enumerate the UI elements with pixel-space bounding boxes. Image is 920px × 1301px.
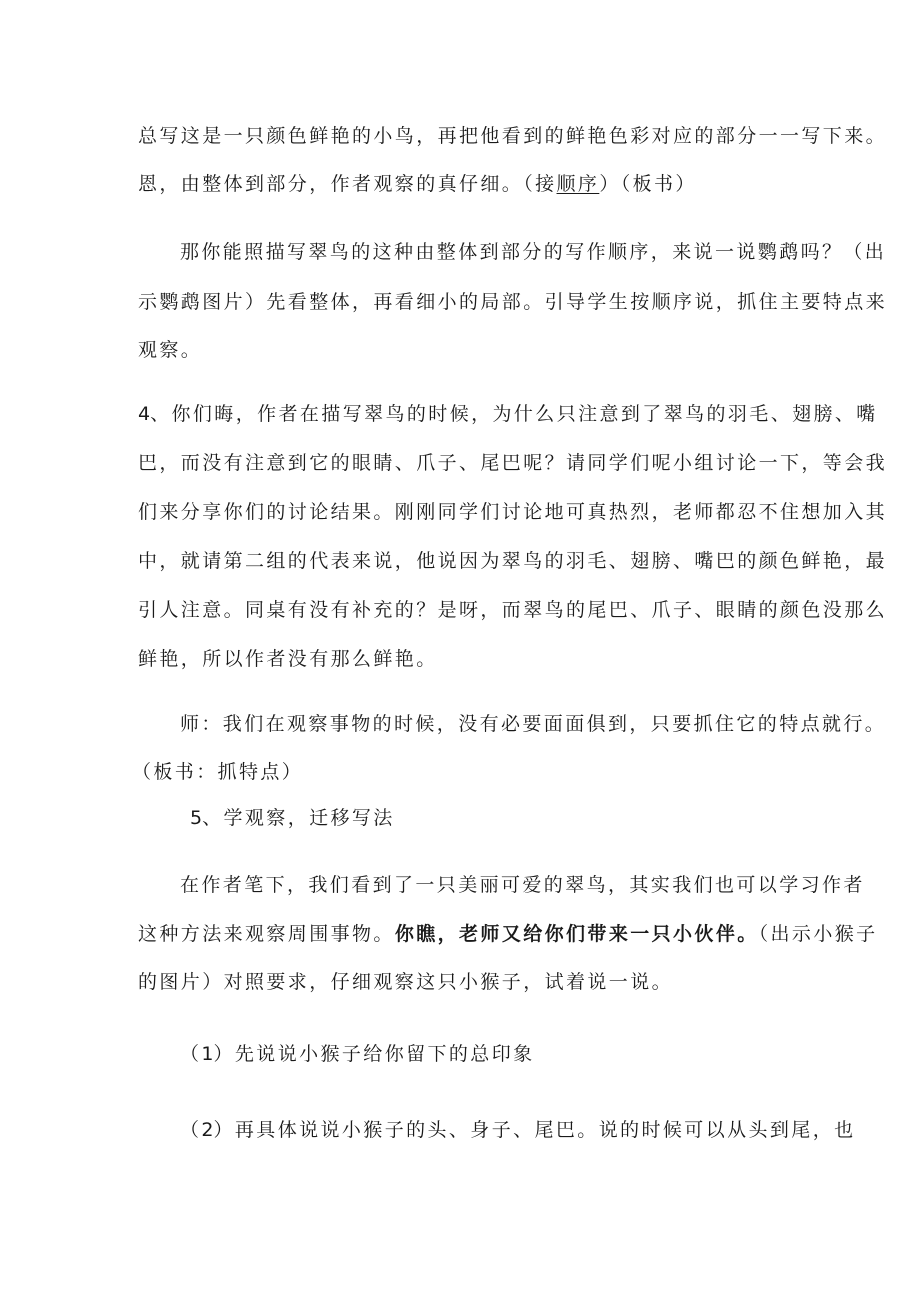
section-5-number: 5 [190, 807, 203, 829]
p3-line6: 鲜艳，所以作者没有那么鲜艳。 [138, 648, 438, 670]
p6-line2-text-b: （出示小猴子 [758, 923, 878, 945]
p6-line3: 的图片）对照要求，仔细观察这只小猴子，试着说一说。 [138, 971, 674, 993]
p3-line4: 中，就请第二组的代表来说，他说因为翠鸟的羽毛、翅膀、嘴巴的颜色鲜艳，最 [138, 550, 888, 572]
item-1 [180, 1042, 535, 1066]
p2-line3: 观察。 [138, 339, 203, 361]
p3-line2: 巴，而没有注意到它的眼睛、爪子、尾巴呢？请同学们呢小组讨论一下，等会我 [138, 452, 888, 474]
section-5-title: 、学观察，迁移写法 [202, 807, 395, 829]
item-2-open-paren: （ [180, 1119, 202, 1141]
p3-line5: 引人注意。同桌有没有补充的？是呀，而翠鸟的尾巴、爪子、眼睛的颜色没那么 [138, 599, 888, 621]
p1-line1: 总写这是一只颜色鲜艳的小鸟，再把他看到的鲜艳色彩对应的部分一一写下来。 [138, 125, 888, 147]
p1-line2-text-b: ）（板书） [599, 173, 697, 195]
p2-line1: 那你能照描写翠鸟的这种由整体到部分的写作顺序，来说一说鹦鹉吗？（出 [180, 241, 887, 263]
p3-line3: 们来分享你们的讨论结果。刚刚同学们讨论地可真热烈，老师都忍不住想加入其 [138, 501, 888, 523]
p3-number: 4 [138, 403, 151, 425]
p6-line2-bold: 你瞧，老师又给你们带来一只小伙伴。 [394, 923, 759, 945]
item-1-open-paren: （ [180, 1043, 202, 1065]
p3-line1 [138, 402, 878, 426]
p1-line2-text-a: 恩，由整体到部分，作者观察的真仔细。（接 [138, 173, 557, 195]
p6-line2-text-a: 这种方法来观察周围事物。 [138, 923, 395, 945]
item-1-text: ）先说说小猴子给你留下的总印象 [213, 1043, 535, 1065]
p2-line2: 示鹦鹉图片）先看整体，再看细小的局部。引导学生按顺序说，抓住主要特点来 [138, 291, 888, 313]
item-2 [180, 1118, 856, 1142]
p1-line2 [138, 172, 697, 196]
item-2-text: ）再具体说说小猴子的头、身子、尾巴。说的时候可以从头到尾，也 [213, 1119, 856, 1141]
p1-line2-underlined: 顺序 [556, 173, 600, 195]
p3-line1-text: 、你们晦，作者在描写翠鸟的时候，为什么只注意到了翠鸟的羽毛、翅膀、嘴 [150, 403, 878, 425]
p6-line1: 在作者笔下，我们看到了一只美丽可爱的翠鸟，其实我们也可以学习作者 [180, 874, 865, 896]
section-5-heading [190, 806, 395, 830]
p4-line2: （板书：抓特点） [132, 761, 304, 783]
item-1-number: 1 [201, 1043, 214, 1065]
item-2-number: 2 [201, 1119, 214, 1141]
p6-line2 [138, 922, 878, 946]
p4-line1: 师：我们在观察事物的时候，没有必要面面俱到，只要抓住它的特点就行。 [180, 713, 887, 735]
